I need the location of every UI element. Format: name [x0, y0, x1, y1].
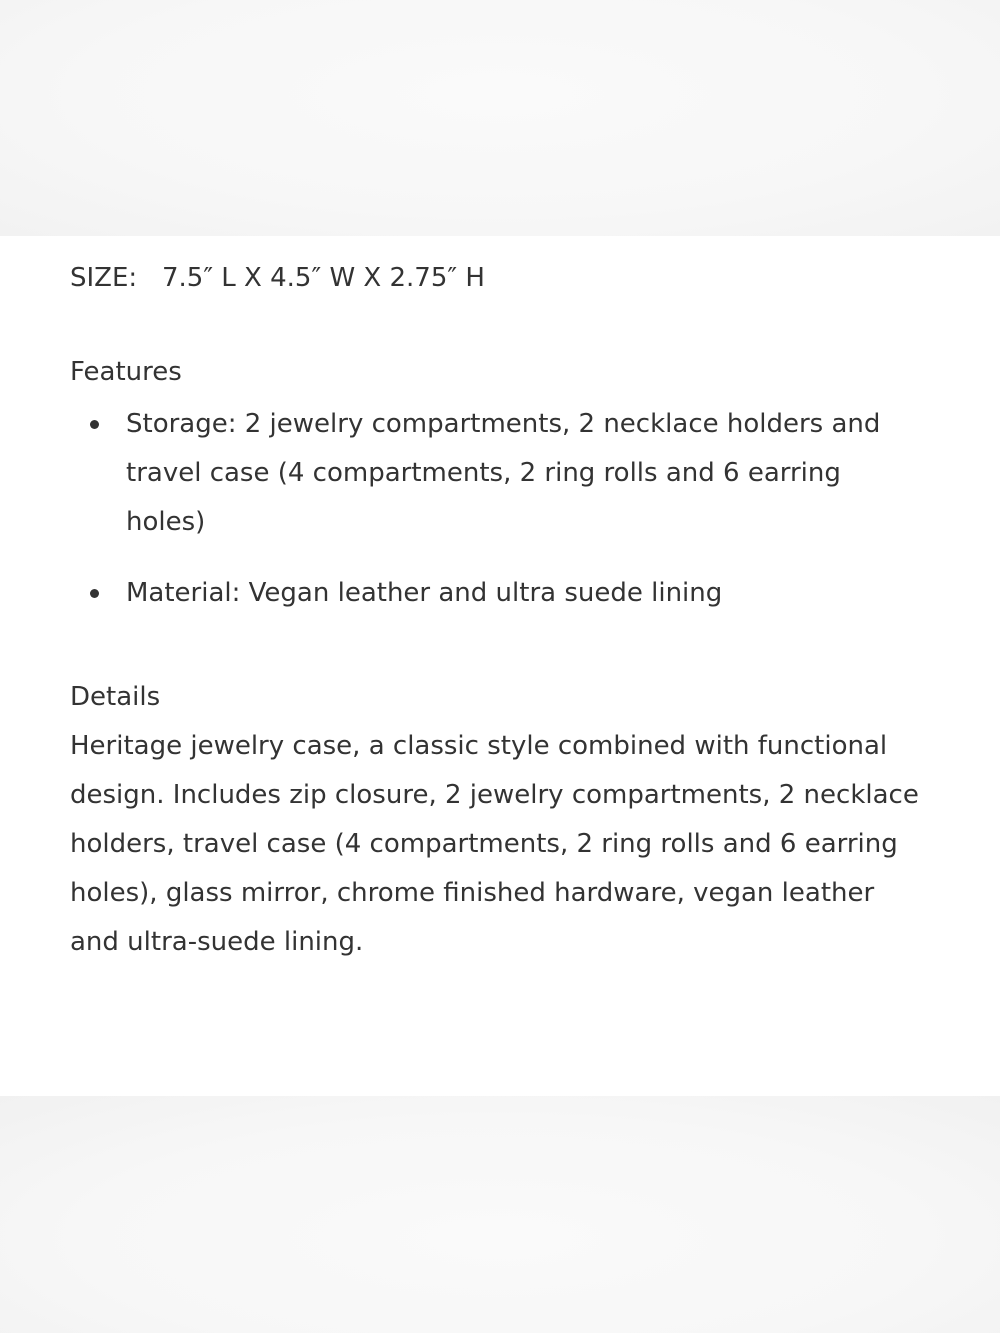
features-heading: Features	[70, 357, 182, 387]
bottom-background-band	[0, 1096, 1000, 1333]
details-heading: Details	[70, 682, 161, 712]
details-paragraph: Heritage jewelry case, a classic style combined with functional design. Includes zip closure, 2 jewelry compartments, 2 necklace holders, travel case (4 compartments, 2 ring rolls and 6 earring holes), glass mirror, chrome finished hardware, vegan leather and ultra-suede lining.	[70, 731, 919, 957]
top-background-band	[0, 0, 1000, 236]
size-spec: SIZE: 7.5″ L X 4.5″ W X 2.75″ H	[70, 263, 485, 293]
feature-text: Material: Vegan leather and ultra suede lining	[126, 578, 723, 608]
feature-item-storage	[70, 400, 916, 547]
feature-item-material	[70, 569, 916, 618]
feature-text: Storage: 2 jewelry compartments, 2 necklace holders and travel case (4 compartments, 2 ring rolls and 6 earring holes)	[126, 409, 881, 537]
product-description-panel	[70, 236, 930, 1096]
bullet-icon	[90, 589, 99, 598]
features-list	[70, 400, 930, 640]
bullet-icon	[90, 420, 99, 429]
